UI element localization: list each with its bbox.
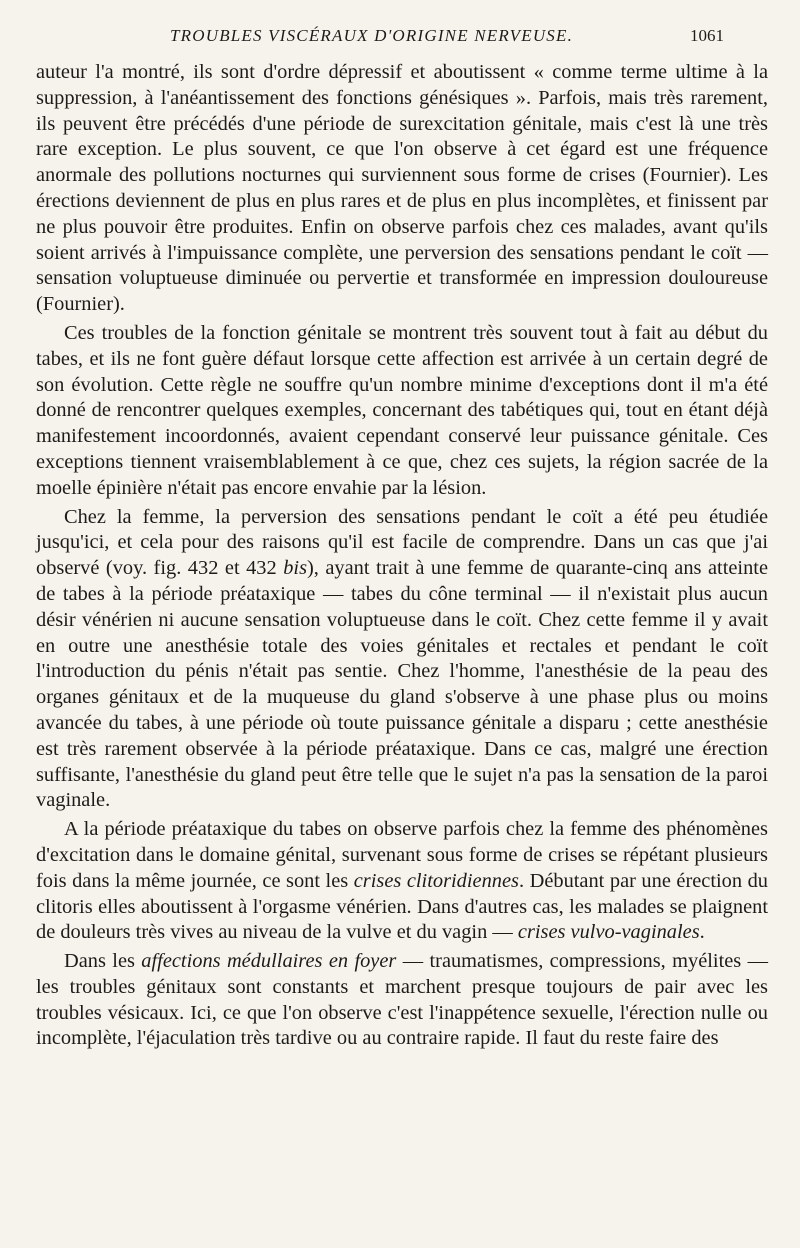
running-title: TROUBLES VISCÉRAUX D'ORIGINE NERVEUSE. <box>170 26 574 45</box>
text-run: . Débutant par une érection du clitoris elles aboutissent à l'orgasme vénérien. Dans d'autres cas, les malades se plaignent de douleurs très vives au niveau de la vulve et du vagin — <box>36 869 768 944</box>
text-run: Chez la femme, la perversion des sensations pendant le coït a été peu étudiée jusqu'ici, et cela pour des raisons qu'il est facile de comprendre. Dans un cas que j'ai observé (voy. fig. 432 et 432 <box>36 505 768 580</box>
text-run: A la période préataxique du tabes on observe parfois chez la femme des phénomènes d'excitation dans le domaine génital, survenant sous forme de crises se répétant plusieurs fois dans la même journée, ce sont les <box>36 818 768 892</box>
text-run: Ces troubles de la fonction génitale se montrent très souvent tout à fait au début du tabes, et ils ne font guère défaut lorsque cette affection est arrivée à un certain degré de son évolution. Cette règle ne souffre qu'un nombre minime d'exceptions dont il m'a été donné de rencontrer quelques exemples, concernant des tabétiques qui, tout en étant déjà manifestement incoordonnés, avaient cependant conservé leur puissance génitale. Ces exceptions tiennent vraisemblablement à ce que, chez ces sujets, la région sacrée de la moelle épinière n'était pas encore envahie par la lésion. <box>36 321 768 499</box>
running-head <box>0 26 800 54</box>
paragraph <box>36 60 768 318</box>
italic-text: crises clitoridiennes <box>353 869 519 892</box>
text-run: — traumatismes, compressions, myélites — les troubles génitaux sont constants et marchent presque toujours de pair avec les troubles vésicaux. Ici, ce que l'on observe c'est l'inappétence sexuelle, l'érection nulle ou incomplète, l'éjaculation très tardive ou au contraire rapide. Il faut du reste faire des <box>36 950 768 1050</box>
text-run: . <box>699 921 705 944</box>
paragraph <box>36 817 768 946</box>
paragraph <box>36 321 768 502</box>
body-text <box>36 60 768 1052</box>
italic-text: affections médullaires en foyer <box>141 950 397 973</box>
italic-text: crises vulvo-vaginales <box>517 921 700 944</box>
page-number: 1061 <box>690 26 724 45</box>
text-run: auteur l'a montré, ils sont d'ordre dépressif et aboutissent « comme terme ultime à la suppression, à l'anéantissement des fonctions génésiques ». Parfois, mais très rarement, ils peuvent être précédés d'une période de surexcitation génitale, mais c'est là une très rare exception. Le plus souvent, ce que l'on observe à cet égard est une fréquence anormale des pollutions nocturnes qui surviennent sous forme de crises (Fournier). Les érections deviennent de plus en plus rares et de plus en plus incomplètes, et finissent par ne plus pouvoir être produites. Enfin on observe parfois chez ces malades, avant qu'ils soient arrivés à l'impuissance complète, une perversion des sensations pendant le coït — sensation voluptueuse diminuée ou pervertie et transformée en impression douloureuse (Fournier). <box>36 61 768 316</box>
italic-text: bis <box>283 557 307 580</box>
text-run: Dans les <box>64 950 142 973</box>
text-run: ), ayant trait à une femme de quarante-cinq ans atteinte de tabes à la période préataxique — tabes du cône terminal — il n'existait plus aucun désir vénérien ni aucune sensation voluptueuse dans le coït. Chez cette femme il y avait en outre une anesthésie totale des voies génitales et rectales et pendant le coït l'introduction du pénis n'était pas sentie. Chez l'homme, l'anesthésie de la peau des organes génitaux et de la muqueuse du gland s'observe à une phase plus ou moins avancée du tabes, à une période où toute puissance génitale a disparu ; cette anesthésie est très rarement observée à la période préataxique. Dans ce cas, malgré une érection suffisante, l'anesthésie du gland peut être telle que le sujet n'a pas la sensation de la paroi vaginale. <box>36 557 768 812</box>
paragraph <box>36 505 768 815</box>
paragraph <box>36 949 768 1052</box>
